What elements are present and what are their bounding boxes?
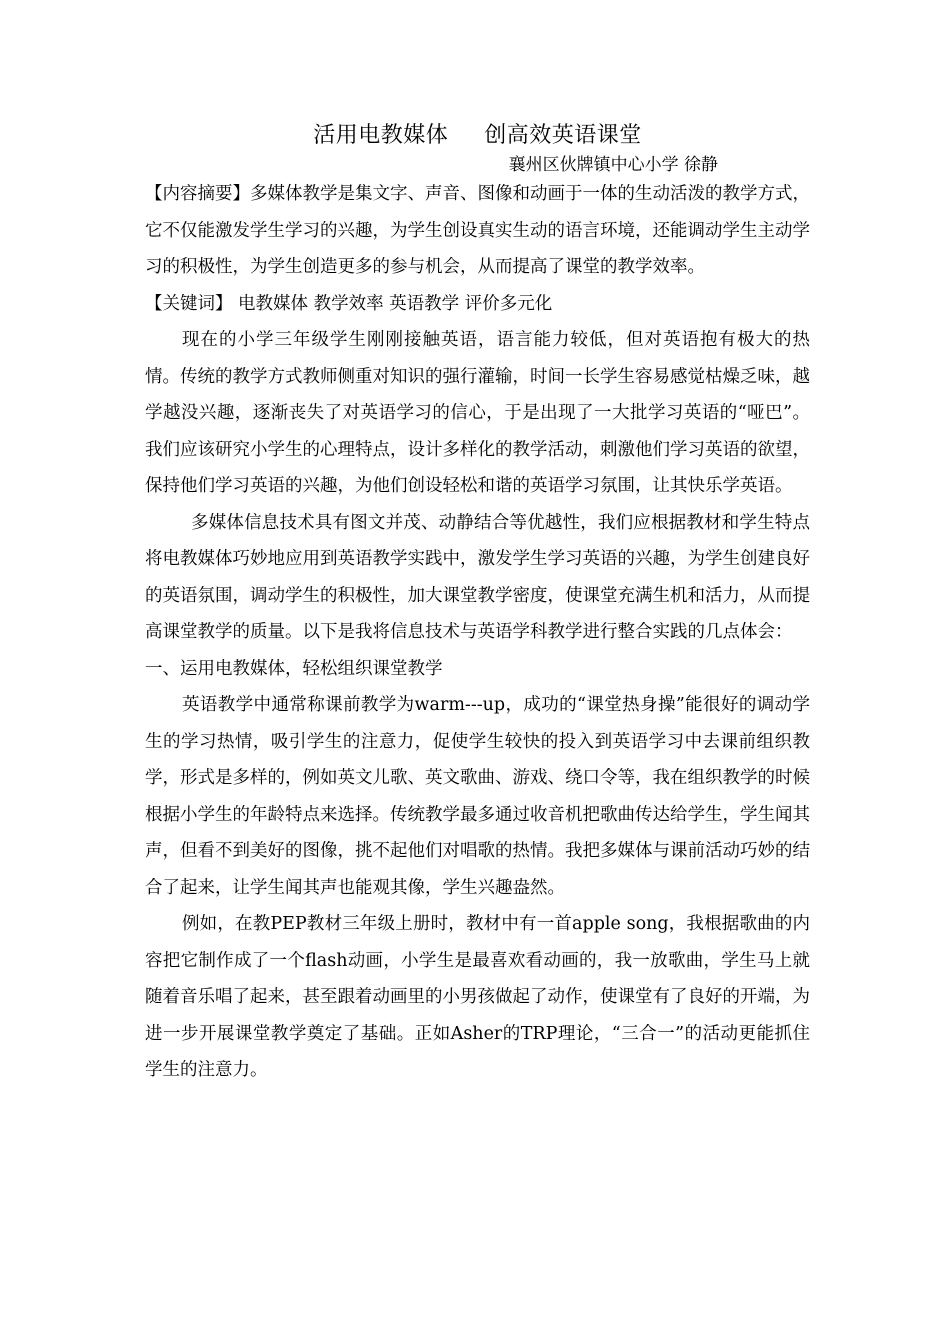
author-line: 襄州区伙牌镇中心小学 徐静 <box>508 155 718 175</box>
title-left: 活用电教媒体 <box>313 123 449 148</box>
body-paragraph-2: 多媒体信息技术具有图文并茂、动静结合等优越性，我们应根据教材和学生特点将电教媒体巧妙地应用到英语教学实践中，激发学生学习英语的兴趣，为学生创建良好的英语氛围，调动学生的积极性，加大课堂教学密度，使课堂充满生机和活力，从而提高课堂教学的质量。以下是我将信息技术与英语学科教学进行整合实践的几点体会： <box>145 512 810 642</box>
section-paragraph-2: 例如，在教PEP教材三年级上册时，教材中有一首apple song，我根据歌曲的内容把它制作成了一个flash动画，小学生是最喜欢看动画的，我一放歌曲，学生马上就随着音乐唱了起来，甚至跟着动画里的小男孩做起了动作，使课堂有了良好的开端，为进一步开展课堂教学奠定了基础。正如Asher的TRP理论，“三合一”的活动更能抓住学生的注意力。 <box>145 914 810 1080</box>
section-heading: 一、运用电教媒体，轻松组织课堂教学 <box>145 658 443 679</box>
keywords-line: 【关键词】 电教媒体 教学效率 英语教学 评价多元化 <box>145 293 553 314</box>
document-page <box>145 118 810 1089</box>
abstract-paragraph: 【内容摘要】多媒体教学是集文字、声音、图像和动画于一体的生动活泼的教学方式，它不仅能激发学生学习的兴趣，为学生创设真实生动的语言环境，还能调动学生主动学习的积极性，为学生创造更多的参与机会，从而提高了课堂的教学效率。 <box>145 184 810 277</box>
document-title <box>145 118 810 154</box>
title-right: 创高效英语课堂 <box>484 123 642 148</box>
body-paragraph-1: 现在的小学三年级学生刚刚接触英语，语言能力较低，但对英语抱有极大的热情。传统的教学方式教师侧重对知识的强行灌输，时间一长学生容易感觉枯燥乏味，越学越没兴趣，逐渐丧失了对英语学习的信心，于是出现了一大批学习英语的“哑巴”。我们应该研究小学生的心理特点，设计多样化的教学活动，刺激他们学习英语的欲望，保持他们学习英语的兴趣，为他们创设轻松和谐的英语学习氛围，让其快乐学英语。 <box>145 330 810 496</box>
section-paragraph-1: 英语教学中通常称课前教学为warm---up，成功的“课堂热身操”能很好的调动学生的学习热情，吸引学生的注意力，促使学生较快的投入到英语学习中去课前组织教学，形式是多样的，例如英文儿歌、英文歌曲、游戏、绕口令等，我在组织教学的时候根据小学生的年龄特点来选择。传统教学最多通过收音机把歌曲传达给学生，学生闻其声，但看不到美好的图像，挑不起他们对唱歌的热情。我把多媒体与课前活动巧妙的结合了起来，让学生闻其声也能观其像，学生兴趣盎然。 <box>145 695 810 898</box>
